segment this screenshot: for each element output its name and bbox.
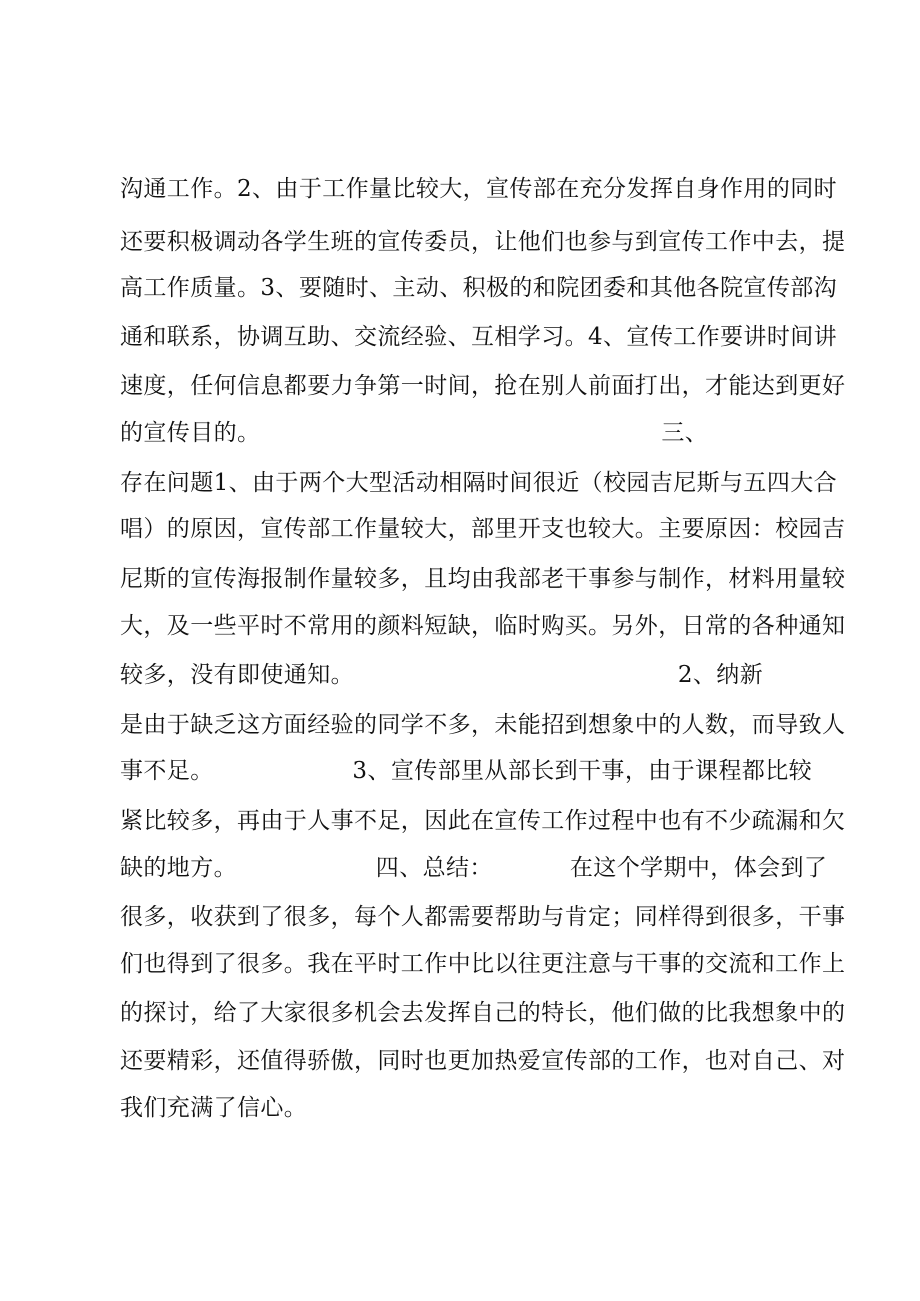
paragraph-line: 速度，任何信息都要力争第一时间，抢在别人前面打出，才能达到更好	[120, 373, 846, 399]
paragraph-line: 缺的地方。 四、总结： 在这个学期中，体会到了	[120, 855, 828, 881]
paragraph-line: 较多，没有即使通知。 2、纳新	[120, 662, 764, 688]
paragraph-line: 通和联系，协调互助、交流经验、互相学习。4、宣传工作要讲时间讲	[120, 324, 838, 350]
paragraph-line: 尼斯的宣传海报制作量较多，且均由我部老干事参与制作，材料用量较	[120, 566, 846, 592]
paragraph-line: 是由于缺乏这方面经验的同学不多，未能招到想象中的人数，而导致人	[120, 712, 846, 738]
paragraph-line: 唱）的原因，宣传部工作量较大，部里开支也较大。主要原因：校园吉	[120, 516, 846, 542]
paragraph-line: 大，及一些平时不常用的颜料短缺，临时购买。另外，日常的各种通知	[120, 613, 846, 639]
paragraph-line: 我们充满了信心。	[120, 1095, 308, 1121]
paragraph-line: 的宣传目的。 三、	[120, 420, 709, 446]
paragraph-line: 很多，收获到了很多，每个人都需要帮助与肯定；同样得到很多，干事	[120, 904, 846, 930]
paragraph-line: 事不足。 3、宣传部里从部长到干事，由于课程都比较	[120, 758, 813, 784]
paragraph-line: 的探讨，给了大家很多机会去发挥自己的特长，他们做的比我想象中的	[120, 1000, 846, 1026]
paragraph-line: 高工作质量。3、要随时、主动、积极的和院团委和其他各院宣传部沟	[120, 275, 838, 301]
paragraph-line: 还要精彩，还值得骄傲，同时也更加热爱宣传部的工作，也对自己、对	[120, 1048, 846, 1074]
paragraph-line: 紧比较多，再由于人事不足，因此在宣传工作过程中也有不少疏漏和欠	[120, 808, 846, 834]
paragraph-line: 存在问题1、由于两个大型活动相隔时间很近（校园吉尼斯与五四大合	[120, 470, 838, 496]
paragraph-line: 还要积极调动各学生班的宣传委员，让他们也参与到宣传工作中去，提	[120, 229, 846, 255]
paragraph-line: 们也得到了很多。我在平时工作中比以往更注意与干事的交流和工作上	[120, 951, 846, 977]
paragraph-line: 沟通工作。2、由于工作量比较大，宣传部在充分发挥自身作用的同时	[120, 176, 838, 202]
